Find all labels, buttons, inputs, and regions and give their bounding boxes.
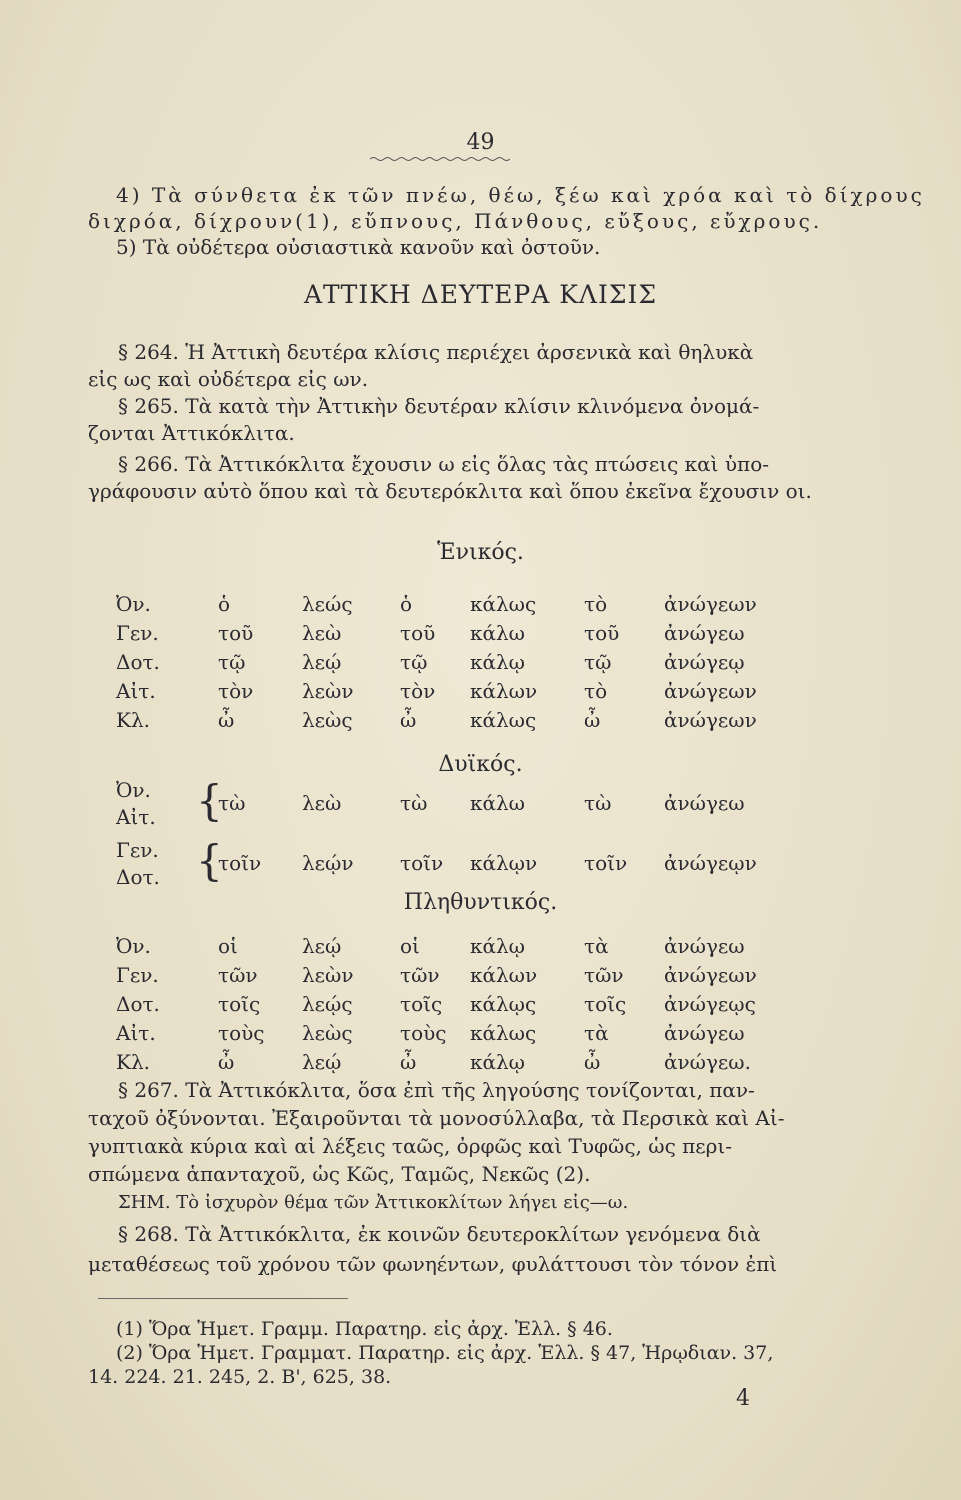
paragraph-264-line-2: εἰς ως καὶ οὐδέτερα εἰς ων. (88, 367, 369, 391)
plural-row-5-anogeon: ἀνώγεω. (664, 1050, 751, 1074)
intro-line-2: διχρόα, δίχρουν(1), εὔπνους, Πάνθους, εὔξους, εὔχρους. (88, 209, 823, 233)
plural-row-4-case: Αἰτ. (116, 1021, 156, 1045)
singular-row-4-article-masc-2: τὸν (400, 679, 436, 703)
singular-row-4-kalos: κάλων (470, 679, 538, 703)
singular-row-1-kalos: κάλως (470, 592, 537, 616)
singular-row-3-leos: λεῴ (302, 650, 342, 674)
singular-row-1-article-masc: ὁ (218, 592, 231, 616)
plural-row-1-article-neut: τὰ (584, 934, 609, 958)
plural-row-4-article-masc-2: τοὺς (400, 1021, 447, 1045)
signature-mark: 4 (736, 1386, 750, 1411)
intro-line-1: 4) Τὰ σύνθετα ἐκ τῶν πνέω, θέω, ξέω καὶ χρόα καὶ τὸ δίχρους (116, 183, 925, 207)
singular-row-4-case: Αἰτ. (116, 679, 156, 703)
singular-row-4-article-masc: τὸν (218, 679, 254, 703)
dual-gen-dat-article-masc: τοῖν (218, 851, 262, 875)
plural-row-1-case: Ὀν. (116, 934, 151, 958)
plural-row-5-case: Κλ. (116, 1050, 150, 1074)
dual-case-accusative: Αἰτ. (116, 805, 156, 829)
singular-row-2-kalos: κάλω (470, 621, 525, 645)
paragraph-268-line-1: § 268. Τὰ Ἀττικόκλιτα, ἐκ κοινῶν δευτεροκλίτων γενόμενα διὰ (118, 1222, 761, 1246)
dual-gen-dat-leos: λεῴν (302, 851, 354, 875)
dual-nom-acc-anogeon: ἀνώγεω (664, 791, 745, 815)
footnote-rule (98, 1298, 348, 1299)
plural-row-3-leos: λεῴς (302, 992, 353, 1016)
paragraph-265-line-2: ζονται Ἀττικόκλιτα. (88, 421, 295, 445)
singular-row-1-anogeon: ἀνώγεων (664, 592, 757, 616)
note: ΣΗΜ. Τὸ ἰσχυρὸν θέμα τῶν Ἀττικοκλίτων λήγει εἰς—ω. (118, 1192, 629, 1213)
footnote-2: (2) Ὅρα Ἡμετ. Γραμματ. Παρατηρ. εἰς ἀρχ. Ἑλλ. § 47, Ἡρῳδιαν. 37, (116, 1342, 774, 1364)
singular-row-5-case: Κλ. (116, 708, 150, 732)
dual-brace-2: { (196, 836, 223, 885)
singular-row-3-article-neut: τῷ (584, 650, 612, 674)
singular-row-1-article-masc-2: ὁ (400, 592, 413, 616)
dual-nom-acc-article-neut: τὼ (584, 791, 612, 815)
plural-row-3-kalos: κάλῳς (470, 992, 537, 1016)
section-title: ΑΤΤΙΚΗ ΔΕΥΤΕΡΑ ΚΛΙΣΙΣ (303, 280, 658, 309)
page-number: 49 (466, 130, 495, 155)
singular-row-3-anogeon: ἀνώγεῳ (664, 650, 745, 674)
plural-row-4-article-neut: τὰ (584, 1021, 609, 1045)
plural-row-5-article-masc-2: ὦ (400, 1050, 417, 1074)
dual-case-genitive: Γεν. (116, 838, 159, 862)
singular-heading: Ἑνικός. (437, 540, 524, 565)
plural-row-1-article-masc: οἱ (218, 934, 238, 958)
plural-row-2-kalos: κάλων (470, 963, 538, 987)
plural-row-2-article-masc-2: τῶν (400, 963, 440, 987)
singular-row-2-article-masc: τοῦ (218, 621, 254, 645)
singular-row-3-kalos: κάλῳ (470, 650, 525, 674)
paragraph-267-line-3: γυπτιακὰ κύρια καὶ αἱ λέξεις ταῶς, ὀρφῶς καὶ Τυφῶς, ὡς περι- (88, 1134, 733, 1158)
singular-row-2-article-masc-2: τοῦ (400, 621, 436, 645)
dual-nom-acc-leos: λεὼ (302, 791, 342, 815)
dual-brace-1: { (196, 776, 223, 825)
singular-row-4-article-neut: τὸ (584, 679, 608, 703)
dual-case-dative: Δοτ. (116, 865, 160, 889)
dual-gen-dat-anogeon: ἀνώγεῳν (664, 851, 757, 875)
singular-row-2-leos: λεὼ (302, 621, 342, 645)
plural-row-2-leos: λεὼν (302, 963, 354, 987)
singular-row-5-kalos: κάλως (470, 708, 537, 732)
plural-row-3-article-masc: τοῖς (218, 992, 261, 1016)
dual-nom-acc-article-masc-2: τὼ (400, 791, 428, 815)
plural-row-3-article-neut: τοῖς (584, 992, 627, 1016)
plural-row-4-kalos: κάλως (470, 1021, 537, 1045)
singular-row-5-article-neut: ὦ (584, 708, 601, 732)
plural-row-3-article-masc-2: τοῖς (400, 992, 443, 1016)
page-number-ornament (370, 156, 510, 162)
plural-row-5-kalos: κάλῳ (470, 1050, 525, 1074)
plural-row-1-article-masc-2: οἱ (400, 934, 420, 958)
intro-line-3: 5) Τὰ οὐδέτερα οὐσιαστικὰ κανοῦν καὶ ὀστοῦν. (116, 235, 601, 259)
dual-case-nominative: Ὀν. (116, 778, 151, 802)
singular-row-3-article-masc-2: τῷ (400, 650, 428, 674)
dual-nom-acc-article-masc: τὼ (218, 791, 246, 815)
plural-row-3-anogeon: ἀνώγεῳς (664, 992, 756, 1016)
paragraph-266-line-2: γράφουσιν αὐτὸ ὅπου καὶ τὰ δευτερόκλιτα καὶ ὅπου ἐκεῖνα ἔχουσιν οι. (88, 479, 812, 503)
paragraph-267-line-1: § 267. Τὰ Ἀττικόκλιτα, ὅσα ἐπὶ τῆς ληγούσης τονίζονται, παν- (118, 1078, 755, 1102)
plural-row-2-case: Γεν. (116, 963, 159, 987)
plural-row-4-leos: λεὼς (302, 1021, 353, 1045)
plural-row-3-case: Δοτ. (116, 992, 160, 1016)
plural-row-4-anogeon: ἀνώγεω (664, 1021, 745, 1045)
singular-row-5-anogeon: ἀνώγεων (664, 708, 757, 732)
singular-row-4-anogeon: ἀνώγεων (664, 679, 757, 703)
dual-nom-acc-kalos: κάλω (470, 791, 525, 815)
singular-row-5-article-masc: ὦ (218, 708, 235, 732)
singular-row-2-article-neut: τοῦ (584, 621, 620, 645)
plural-row-1-kalos: κάλῳ (470, 934, 525, 958)
dual-gen-dat-article-neut: τοῖν (584, 851, 628, 875)
paragraph-264-line-1: § 264. Ἡ Ἀττικὴ δευτέρα κλίσις περιέχει ἀρσενικὰ καὶ θηλυκὰ (118, 340, 754, 364)
singular-row-1-leos: λεώς (302, 592, 353, 616)
singular-row-3-case: Δοτ. (116, 650, 160, 674)
plural-row-5-article-neut: ὦ (584, 1050, 601, 1074)
plural-heading: Πληθυντικός. (403, 890, 558, 915)
plural-row-1-anogeon: ἀνώγεω (664, 934, 745, 958)
plural-row-2-article-masc: τῶν (218, 963, 258, 987)
paragraph-267-line-2: ταχοῦ ὀξύνονται. Ἐξαιροῦνται τὰ μονοσύλλαβα, τὰ Περσικὰ καὶ Αἰ- (88, 1106, 785, 1130)
singular-row-3-article-masc: τῷ (218, 650, 246, 674)
dual-gen-dat-kalos: κάλῳν (470, 851, 538, 875)
singular-row-4-leos: λεὼν (302, 679, 354, 703)
singular-row-2-anogeon: ἀνώγεω (664, 621, 745, 645)
footnote-1: (1) Ὅρα Ἡμετ. Γραμμ. Παρατηρ. εἰς ἀρχ. Ἑλλ. § 46. (116, 1318, 613, 1340)
singular-row-1-case: Ὀν. (116, 592, 151, 616)
singular-row-5-article-masc-2: ὦ (400, 708, 417, 732)
singular-row-1-article-neut: τὸ (584, 592, 608, 616)
plural-row-1-leos: λεῴ (302, 934, 342, 958)
paragraph-265-line-1: § 265. Τὰ κατὰ τὴν Ἀττικὴν δευτέραν κλίσιν κλινόμενα ὀνομά- (118, 394, 760, 418)
plural-row-5-leos: λεῴ (302, 1050, 342, 1074)
plural-row-2-article-neut: τῶν (584, 963, 624, 987)
singular-row-5-leos: λεὼς (302, 708, 353, 732)
singular-row-2-case: Γεν. (116, 621, 159, 645)
paragraph-268-line-2: μεταθέσεως τοῦ χρόνου τῶν φωνηέντων, φυλάττουσι τὸν τόνον ἐπὶ (88, 1252, 778, 1276)
paragraph-266-line-1: § 266. Τὰ Ἀττικόκλιτα ἔχουσιν ω εἰς ὅλας τὰς πτώσεις καὶ ὑπο- (118, 452, 769, 476)
plural-row-2-anogeon: ἀνώγεων (664, 963, 757, 987)
plural-row-5-article-masc: ὦ (218, 1050, 235, 1074)
paragraph-267-line-4: σπώμενα ἁπανταχοῦ, ὡς Κῶς, Ταμῶς, Νεκῶς (2). (88, 1162, 591, 1186)
footnote-2-continued: 14. 224. 21. 245, 2. Β', 625, 38. (88, 1366, 392, 1388)
plural-row-4-article-masc: τοὺς (218, 1021, 265, 1045)
dual-heading: Δυϊκός. (438, 752, 523, 777)
dual-gen-dat-article-masc-2: τοῖν (400, 851, 444, 875)
